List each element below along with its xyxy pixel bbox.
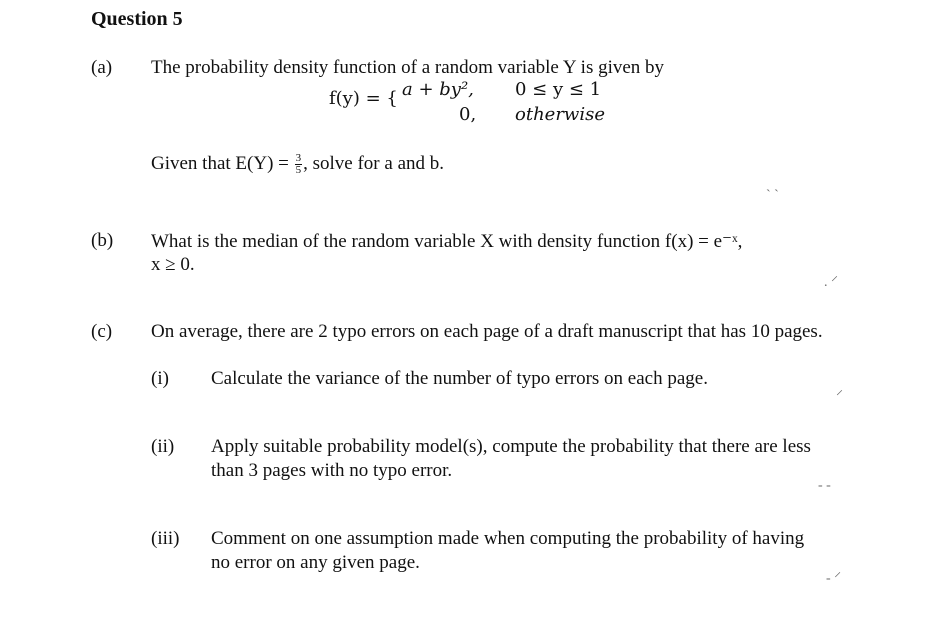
- pdf-case1-expr: a + by²,: [402, 79, 474, 100]
- part-b-line1: What is the median of the random variable X with density function f(x) = e⁻ˣ,: [151, 231, 743, 252]
- given-suffix: , solve for a and b.: [303, 153, 445, 174]
- stray-mark-3: ⸍: [836, 389, 843, 404]
- sub-iii-line2: no error on any given page.: [211, 552, 420, 573]
- pdf-case1-cond: 0 ≤ y ≤ 1: [515, 79, 602, 100]
- stray-mark-2: . ⸍: [824, 275, 838, 290]
- part-c-label: (c): [91, 321, 113, 342]
- sub-ii-line1: Apply suitable probability model(s), compute the probability that there are less: [211, 436, 811, 457]
- part-a-label: (a): [91, 57, 113, 78]
- sub-iii-label: (iii): [151, 528, 180, 549]
- pdf-case2-cond: otherwise: [515, 104, 605, 125]
- question-title: Question 5: [91, 8, 183, 30]
- stray-mark-1: ` `: [766, 188, 779, 203]
- sub-iii-line1: Comment on one assumption made when computing the probability of having: [211, 528, 805, 549]
- fraction-three-fifths: [295, 153, 303, 176]
- sub-ii-line2: than 3 pages with no typo error.: [211, 460, 453, 481]
- stray-mark-4: - -: [818, 478, 831, 493]
- sub-i-label: (i): [151, 368, 169, 389]
- part-a-intro: The probability density function of a random variable Y is given by: [151, 57, 665, 78]
- stray-mark-5: - ⸍: [826, 571, 842, 586]
- given-prefix: Given that E(Y) =: [151, 153, 289, 174]
- fraction-numerator: 3: [295, 152, 302, 165]
- part-c-intro: On average, there are 2 typo errors on each page of a draft manuscript that has 10 pages.: [151, 321, 823, 342]
- sub-ii-label: (ii): [151, 436, 175, 457]
- pdf-lhs: f(y) = {: [329, 88, 398, 109]
- pdf-case2-expr: 0,: [459, 104, 477, 125]
- part-a-given: [151, 153, 444, 176]
- fraction-denominator: 5: [295, 164, 302, 177]
- sub-i-text: Calculate the variance of the number of typo errors on each page.: [211, 368, 708, 389]
- part-b-label: (b): [91, 230, 114, 251]
- part-b-line2: x ≥ 0.: [151, 254, 195, 275]
